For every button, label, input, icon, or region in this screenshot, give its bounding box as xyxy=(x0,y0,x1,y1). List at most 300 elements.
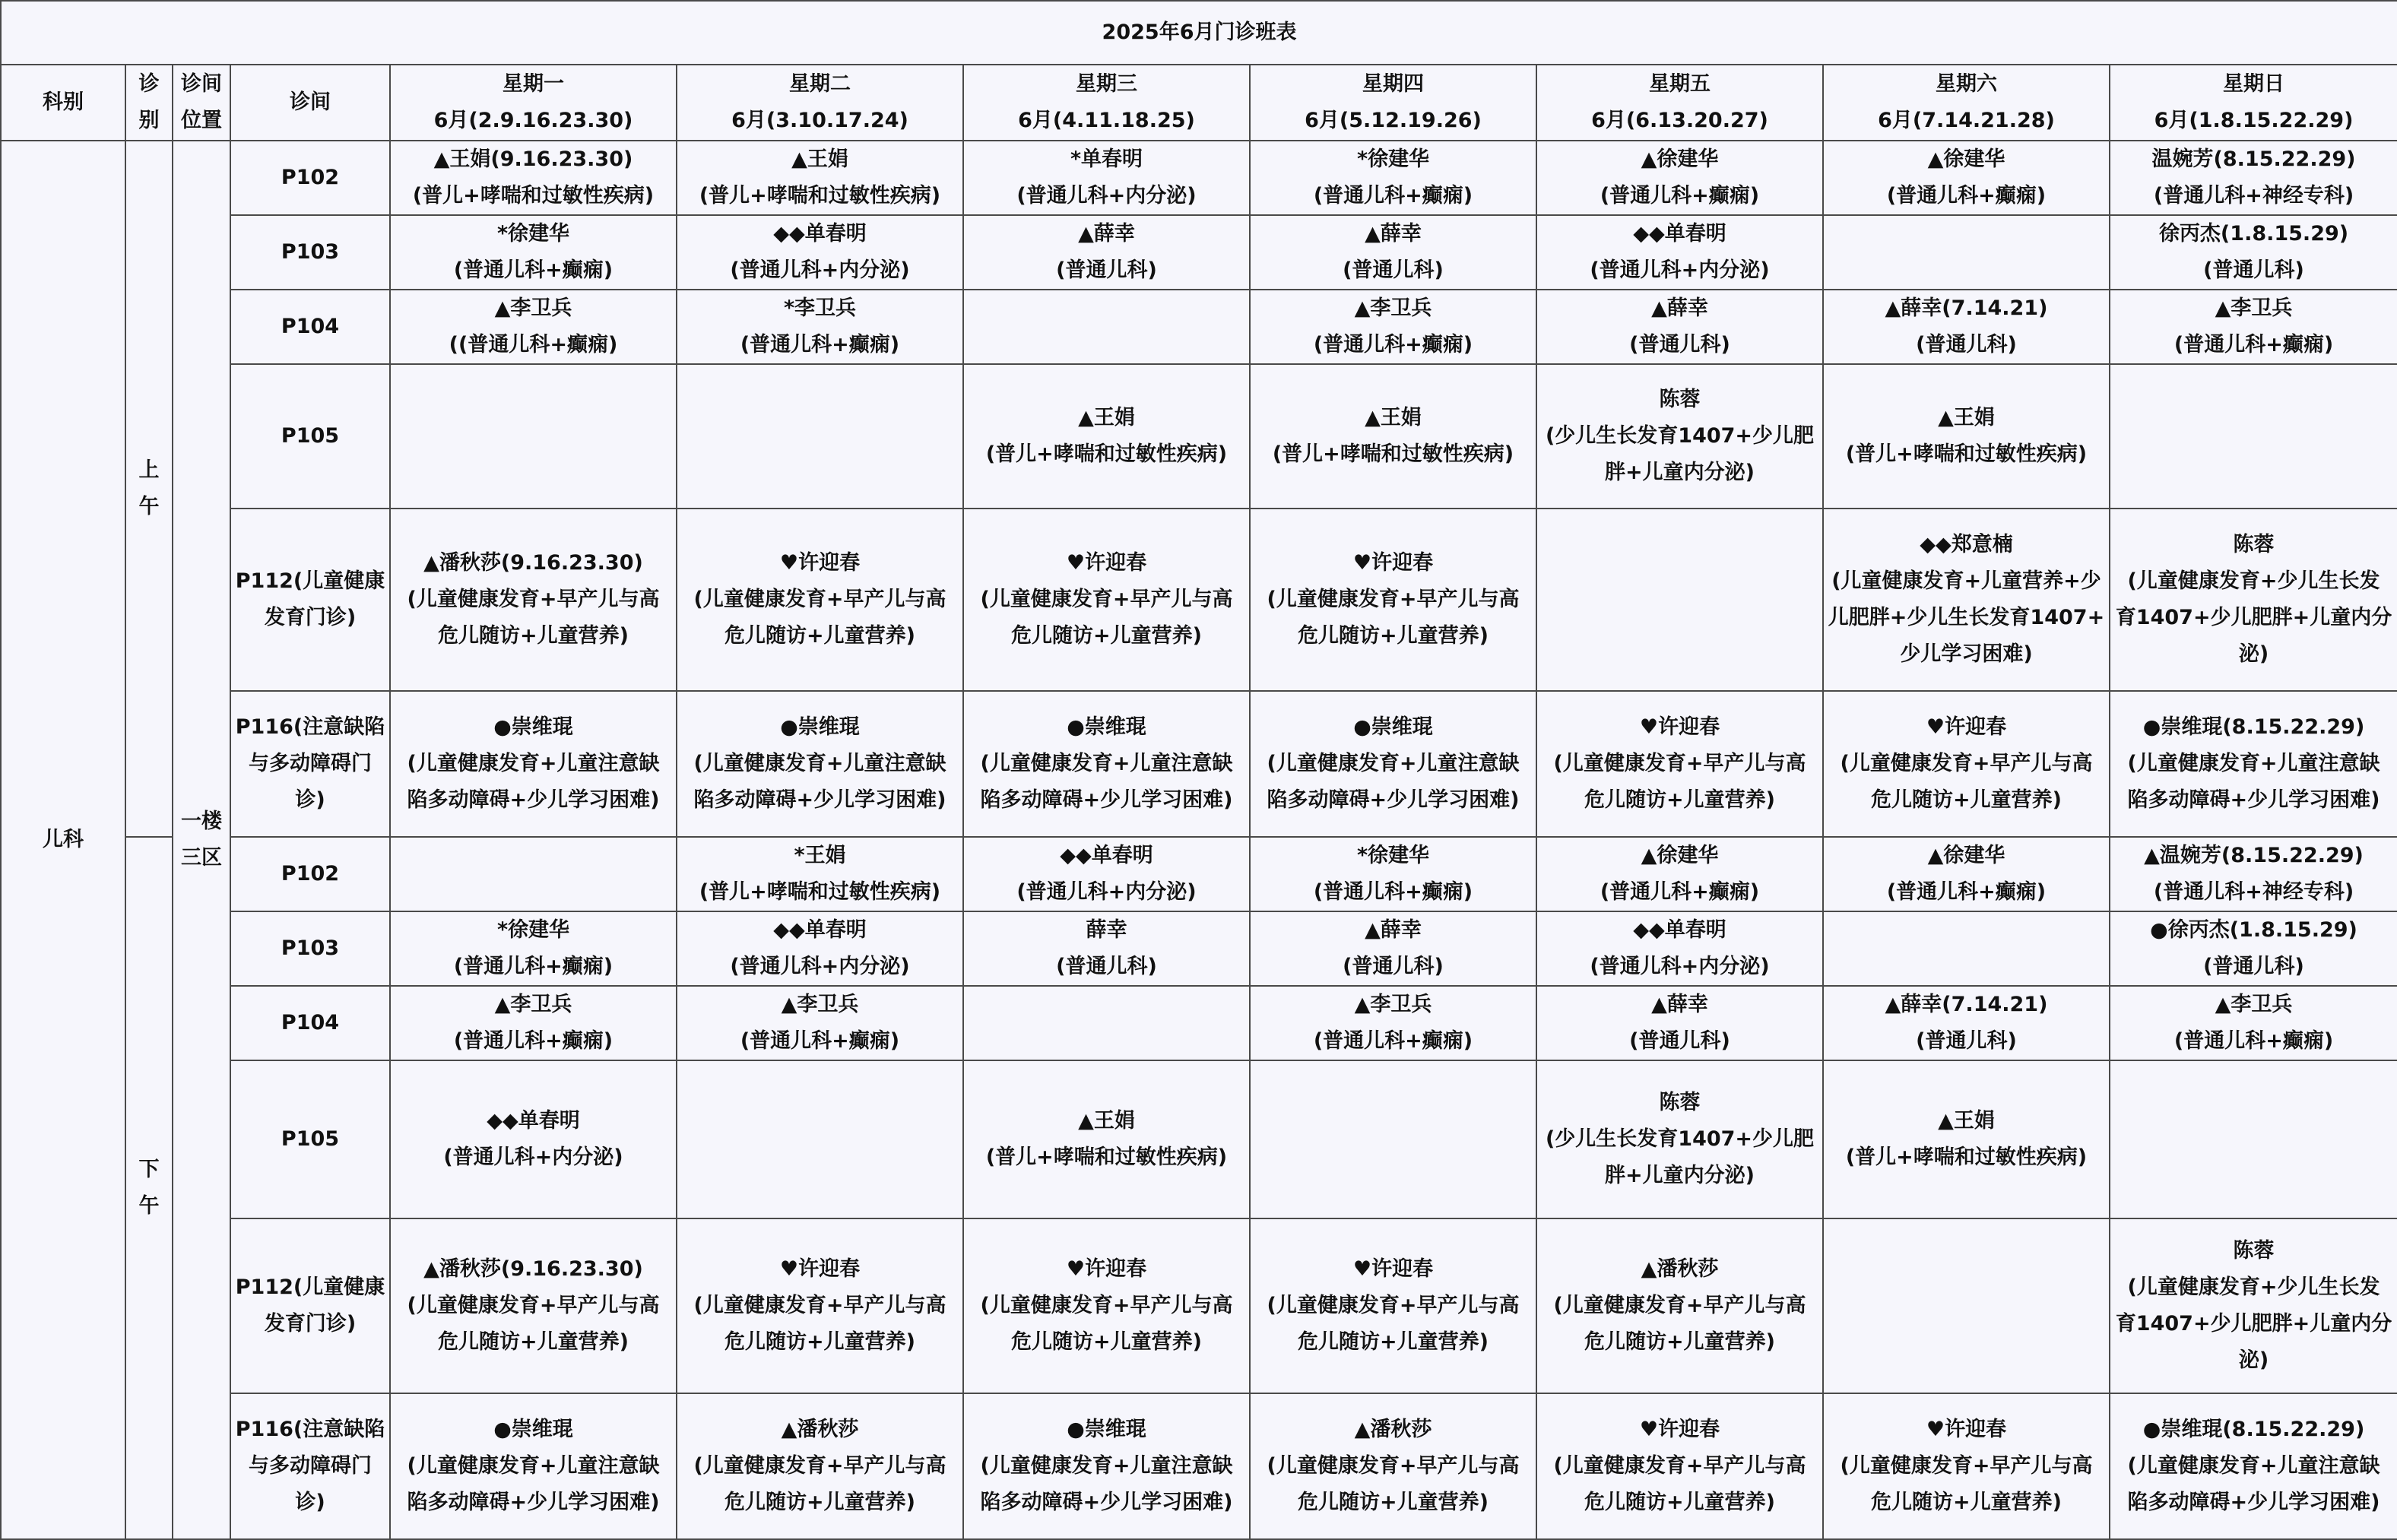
room-label: P104 xyxy=(281,1011,340,1035)
schedule-cell xyxy=(677,691,963,837)
specialty-text: (儿童健康发育+早产儿与高 xyxy=(1553,1454,1806,1478)
schedule-cell xyxy=(1536,986,1823,1060)
schedule-cell xyxy=(963,837,1250,911)
specialty-text: 陷多动障碍+少儿学习困难) xyxy=(407,1491,660,1514)
schedule-cell xyxy=(677,509,963,691)
doctor-name: ♥许迎春 xyxy=(1066,551,1147,575)
specialty-text: 危儿随访+儿童营养) xyxy=(1011,1330,1202,1354)
room-label: P104 xyxy=(281,315,340,338)
schedule-cell xyxy=(1823,364,2110,509)
doctor-name: ▲徐建华 xyxy=(1641,147,1719,171)
room-label: 与多动障碍门 xyxy=(249,752,372,775)
specialty-text: 陷多动障碍+少儿学习困难) xyxy=(2127,788,2380,812)
specialty-text: (儿童健康发育+儿童注意缺 xyxy=(2127,752,2380,775)
doctor-name: ●崇维琨 xyxy=(493,715,573,739)
schedule-row xyxy=(1,911,2397,986)
specialty-text: 陷多动障碍+少儿学习困难) xyxy=(2127,1491,2380,1514)
room-cell xyxy=(230,986,390,1060)
day-header-fri xyxy=(1536,65,1823,141)
schedule-cell xyxy=(963,1393,1250,1539)
specialty-text: (儿童健康发育+儿童注意缺 xyxy=(980,752,1233,775)
doctor-name: ▲薛幸(7.14.21) xyxy=(1885,296,2048,320)
schedule-cell xyxy=(2110,141,2397,215)
room-label: P103 xyxy=(281,240,340,264)
specialty-text: 危儿随访+儿童营养) xyxy=(1298,624,1489,648)
specialty-text: (普通儿科) xyxy=(1056,955,1157,978)
specialty-text: (普通儿科+癫痫) xyxy=(740,333,900,356)
doctor-name: ▲李卫兵 xyxy=(494,993,572,1016)
schedule-cell xyxy=(1250,1393,1536,1539)
specialty-text: (普通儿科+内分泌) xyxy=(730,955,910,978)
schedule-cell xyxy=(677,837,963,911)
specialty-text: 危儿随访+儿童营养) xyxy=(724,1491,915,1514)
specialty-text: (儿童健康发育+早产儿与高 xyxy=(980,588,1233,611)
specialty-text: (普通儿科+癫痫) xyxy=(1313,880,1473,904)
header-session-line: 别 xyxy=(138,109,160,132)
schedule-cell xyxy=(2110,911,2397,986)
schedule-row xyxy=(1,691,2397,837)
specialty-text: (普通儿科+癫痫) xyxy=(740,1029,900,1053)
doctor-name: ◆◆单春明 xyxy=(773,918,867,942)
schedule-cell xyxy=(1536,141,1823,215)
specialty-text: (儿童健康发育+儿童注意缺 xyxy=(407,752,660,775)
schedule-cell xyxy=(390,509,677,691)
schedule-cell xyxy=(963,691,1250,837)
specialty-text: (普通儿科+内分泌) xyxy=(1590,955,1770,978)
doctor-name: ▲潘秋莎 xyxy=(1354,1418,1432,1441)
doctor-name: ●崇维琨 xyxy=(1353,715,1433,739)
schedule-cell xyxy=(677,1060,963,1218)
header-department: 科别 xyxy=(1,65,125,141)
location-label: 三区 xyxy=(181,846,222,870)
schedule-title: 2025年6月门诊班表 xyxy=(1,1,2397,65)
room-label: 诊) xyxy=(295,788,325,812)
doctor-name: ▲徐建华 xyxy=(1927,844,2005,867)
specialty-text: ((普通儿科+癫痫) xyxy=(449,333,618,356)
specialty-text: (儿童健康发育+少儿生长发 xyxy=(2127,1275,2380,1299)
day-name: 星期四 xyxy=(1362,72,1424,96)
specialty-text: 育1407+少儿肥胖+儿童内分 xyxy=(2115,606,2392,629)
specialty-text: (普通儿科+神经专科) xyxy=(2153,880,2354,904)
schedule-cell xyxy=(1250,141,1536,215)
specialty-text: (儿童健康发育+儿童营养+少 xyxy=(1831,569,2101,593)
schedule-row xyxy=(1,509,2397,691)
schedule-cell xyxy=(963,290,1250,364)
specialty-text: (儿童健康发育+早产儿与高 xyxy=(1267,588,1520,611)
schedule-cell xyxy=(1250,509,1536,691)
specialty-text: 危儿随访+儿童营养) xyxy=(1871,788,2062,812)
doctor-name: ▲潘秋莎 xyxy=(1641,1257,1719,1281)
specialty-text: 陷多动障碍+少儿学习困难) xyxy=(407,788,660,812)
schedule-cell xyxy=(390,1218,677,1393)
schedule-cell xyxy=(963,911,1250,986)
specialty-text: (普儿+哮喘和过敏性疾病) xyxy=(699,184,941,208)
specialty-text: (普通儿科) xyxy=(1916,1029,2017,1053)
doctor-name: ▲王娟 xyxy=(1078,406,1135,429)
room-cell xyxy=(230,1393,390,1539)
schedule-cell xyxy=(1823,1060,2110,1218)
schedule-cell xyxy=(390,1393,677,1539)
doctor-name: ▲徐建华 xyxy=(1927,147,2005,171)
doctor-name: *王娟 xyxy=(794,844,846,867)
schedule-cell xyxy=(677,911,963,986)
schedule-cell xyxy=(1536,1393,1823,1539)
schedule-cell xyxy=(2110,509,2397,691)
doctor-name: 徐丙杰(1.8.15.29) xyxy=(2158,222,2349,246)
schedule-cell xyxy=(1536,1218,1823,1393)
room-label: 发育门诊) xyxy=(264,606,357,629)
specialty-text: (儿童健康发育+儿童注意缺 xyxy=(1267,752,1520,775)
specialty-text: (儿童健康发育+早产儿与高 xyxy=(1267,1454,1520,1478)
title-row xyxy=(1,1,2397,65)
header-location xyxy=(173,65,230,141)
schedule-cell xyxy=(677,141,963,215)
specialty-text: (普通儿科) xyxy=(2203,955,2304,978)
doctor-name: *单春明 xyxy=(1070,147,1143,171)
schedule-row xyxy=(1,837,2397,911)
specialty-text: (儿童健康发育+儿童注意缺 xyxy=(980,1454,1233,1478)
room-label: P116(注意缺陷 xyxy=(235,715,385,739)
day-dates: 6月(4.11.18.25) xyxy=(1018,109,1195,132)
schedule-cell xyxy=(963,986,1250,1060)
doctor-name: ♥许迎春 xyxy=(779,551,861,575)
doctor-name: *徐建华 xyxy=(1356,844,1430,867)
doctor-name: ●徐丙杰(1.8.15.29) xyxy=(2150,918,2357,942)
specialty-text: (少儿生长发育1407+少儿肥 xyxy=(1545,1127,1815,1151)
schedule-cell xyxy=(1536,1060,1823,1218)
day-header-sun xyxy=(2110,65,2397,141)
room-cell xyxy=(230,141,390,215)
schedule-cell xyxy=(1823,837,2110,911)
room-label: P102 xyxy=(281,862,340,886)
specialty-text: (儿童健康发育+早产儿与高 xyxy=(693,588,946,611)
room-cell xyxy=(230,691,390,837)
doctor-name: 陈蓉 xyxy=(1659,1091,1701,1114)
specialty-text: (普通儿科+癫痫) xyxy=(1600,184,1760,208)
doctor-name: ▲李卫兵 xyxy=(781,993,859,1016)
doctor-name: ▲温婉芳(8.15.22.29) xyxy=(2144,844,2364,867)
header-session-line: 诊 xyxy=(138,72,160,96)
doctor-name: ♥许迎春 xyxy=(1639,715,1720,739)
day-dates: 6月(1.8.15.22.29) xyxy=(2154,109,2354,132)
specialty-text: (普通儿科) xyxy=(1629,333,1730,356)
schedule-cell xyxy=(1250,364,1536,509)
doctor-name: ▲潘秋莎(9.16.23.30) xyxy=(423,551,643,575)
schedule-cell xyxy=(677,290,963,364)
schedule-cell xyxy=(1823,691,2110,837)
schedule-cell xyxy=(1823,986,2110,1060)
doctor-name: ♥许迎春 xyxy=(779,1257,861,1281)
department-cell: 儿科 xyxy=(1,141,125,1539)
specialty-text: (普通儿科+癫痫) xyxy=(1313,333,1473,356)
room-label: P112(儿童健康 xyxy=(235,1275,385,1299)
header-room: 诊间 xyxy=(230,65,390,141)
schedule-cell xyxy=(677,1393,963,1539)
schedule-cell xyxy=(1250,1060,1536,1218)
specialty-text: 危儿随访+儿童营养) xyxy=(438,1330,629,1354)
day-header-wed xyxy=(963,65,1250,141)
specialty-text: 少儿学习困难) xyxy=(1900,642,2033,666)
doctor-name: ♥许迎春 xyxy=(1352,1257,1434,1281)
specialty-text: (普通儿科) xyxy=(1916,333,2017,356)
specialty-text: (普通儿科) xyxy=(1056,258,1157,282)
schedule-cell xyxy=(390,837,677,911)
schedule-cell xyxy=(963,141,1250,215)
specialty-text: 危儿随访+儿童营养) xyxy=(1871,1491,2062,1514)
specialty-text: (普通儿科+癫痫) xyxy=(453,955,614,978)
schedule-cell xyxy=(1536,837,1823,911)
specialty-text: (普通儿科+神经专科) xyxy=(2153,184,2354,208)
room-label: P103 xyxy=(281,936,340,960)
specialty-text: 危儿随访+儿童营养) xyxy=(438,624,629,648)
specialty-text: 陷多动障碍+少儿学习困难) xyxy=(980,788,1233,812)
schedule-row xyxy=(1,1218,2397,1393)
doctor-name: ◆◆单春明 xyxy=(1060,844,1153,867)
specialty-text: 胖+儿童内分泌) xyxy=(1605,461,1755,484)
schedule-cell xyxy=(1823,911,2110,986)
room-cell xyxy=(230,509,390,691)
header-row xyxy=(1,65,2397,141)
schedule-cell xyxy=(1536,364,1823,509)
schedule-body xyxy=(1,141,2397,1539)
doctor-name: ▲薛幸 xyxy=(1365,918,1422,942)
day-name: 星期三 xyxy=(1076,72,1137,96)
specialty-text: (儿童健康发育+少儿生长发 xyxy=(2127,569,2380,593)
specialty-text: (普通儿科) xyxy=(1343,955,1444,978)
specialty-text: (儿童健康发育+早产儿与高 xyxy=(407,1294,660,1317)
doctor-name: ●崇维琨(8.15.22.29) xyxy=(2142,1418,2365,1441)
schedule-cell xyxy=(2110,290,2397,364)
specialty-text: (普通儿科+癫痫) xyxy=(1313,1029,1473,1053)
specialty-text: 危儿随访+儿童营养) xyxy=(1298,1330,1489,1354)
specialty-text: (普通儿科) xyxy=(1343,258,1444,282)
doctor-name: ▲李卫兵 xyxy=(1354,993,1432,1016)
room-label: 诊) xyxy=(295,1491,325,1514)
schedule-row xyxy=(1,986,2397,1060)
room-label: 与多动障碍门 xyxy=(249,1454,372,1478)
schedule-cell xyxy=(2110,837,2397,911)
doctor-name: *徐建华 xyxy=(1356,147,1430,171)
room-label: P116(注意缺陷 xyxy=(235,1418,385,1441)
schedule-cell xyxy=(677,364,963,509)
doctor-name: *李卫兵 xyxy=(783,296,857,320)
room-cell xyxy=(230,1060,390,1218)
specialty-text: 陷多动障碍+少儿学习困难) xyxy=(980,1491,1233,1514)
schedule-cell xyxy=(1250,691,1536,837)
doctor-name: ▲王娟 xyxy=(791,147,848,171)
doctor-name: 薛幸 xyxy=(1086,918,1127,942)
schedule-cell xyxy=(963,509,1250,691)
schedule-cell xyxy=(1823,509,2110,691)
schedule-cell xyxy=(963,364,1250,509)
specialty-text: (普通儿科+癫痫) xyxy=(453,258,614,282)
doctor-name: ◆◆单春明 xyxy=(773,222,867,246)
day-name: 星期二 xyxy=(789,72,851,96)
doctor-name: ◆◆单春明 xyxy=(1633,222,1726,246)
specialty-text: (普通儿科+癫痫) xyxy=(1886,184,2047,208)
doctor-name: ▲李卫兵 xyxy=(2215,993,2293,1016)
day-name: 星期六 xyxy=(1936,72,1997,96)
doctor-name: 温婉芳(8.15.22.29) xyxy=(2151,147,2356,171)
doctor-name: ◆◆单春明 xyxy=(1633,918,1726,942)
specialty-text: (儿童健康发育+早产儿与高 xyxy=(407,588,660,611)
schedule-cell xyxy=(390,364,677,509)
specialty-text: (普通儿科+癫痫) xyxy=(2173,1029,2334,1053)
room-label: P105 xyxy=(281,424,340,448)
specialty-text: 危儿随访+儿童营养) xyxy=(724,624,915,648)
schedule-cell xyxy=(390,986,677,1060)
day-header-mon xyxy=(390,65,677,141)
location-cell xyxy=(173,141,230,1539)
day-dates: 6月(2.9.16.23.30) xyxy=(433,109,633,132)
specialty-text: (普通儿科+内分泌) xyxy=(1016,880,1197,904)
specialty-text: (儿童健康发育+早产儿与高 xyxy=(980,1294,1233,1317)
day-dates: 6月(7.14.21.28) xyxy=(1878,109,2055,132)
specialty-text: 育1407+少儿肥胖+儿童内分 xyxy=(2115,1312,2392,1336)
room-cell xyxy=(230,290,390,364)
doctor-name: ▲王娟 xyxy=(1938,1109,1995,1133)
doctor-name: 陈蓉 xyxy=(1659,388,1701,411)
schedule-cell xyxy=(963,1218,1250,1393)
doctor-name: ▲李卫兵 xyxy=(1354,296,1432,320)
day-header-thu xyxy=(1250,65,1536,141)
schedule-cell xyxy=(1823,215,2110,290)
doctor-name: ♥许迎春 xyxy=(1066,1257,1147,1281)
doctor-name: ▲薛幸 xyxy=(1365,222,1422,246)
specialty-text: 陷多动障碍+少儿学习困难) xyxy=(693,788,946,812)
day-name: 星期日 xyxy=(2223,72,2285,96)
schedule-cell xyxy=(1250,837,1536,911)
schedule-cell xyxy=(390,691,677,837)
specialty-text: (儿童健康发育+早产儿与高 xyxy=(1553,752,1806,775)
doctor-name: ●崇维琨(8.15.22.29) xyxy=(2142,715,2365,739)
doctor-name: *徐建华 xyxy=(496,222,570,246)
location-label: 一楼 xyxy=(181,810,222,833)
schedule-cell xyxy=(1250,1218,1536,1393)
specialty-text: (普儿+哮喘和过敏性疾病) xyxy=(1845,442,2088,466)
doctor-name: ♥许迎春 xyxy=(1926,715,2007,739)
schedule-cell xyxy=(1536,509,1823,691)
specialty-text: (普通儿科+内分泌) xyxy=(443,1145,623,1169)
room-cell xyxy=(230,364,390,509)
schedule-row xyxy=(1,215,2397,290)
day-name: 星期一 xyxy=(503,72,564,96)
day-header-tue xyxy=(677,65,963,141)
specialty-text: (普通儿科+癫痫) xyxy=(1313,184,1473,208)
room-label: P102 xyxy=(281,166,340,189)
room-label: P105 xyxy=(281,1127,340,1151)
doctor-name: ▲薛幸 xyxy=(1078,222,1135,246)
specialty-text: 危儿随访+儿童营养) xyxy=(724,1330,915,1354)
schedule-cell xyxy=(1823,1218,2110,1393)
schedule-cell xyxy=(2110,1060,2397,1218)
specialty-text: (普儿+哮喘和过敏性疾病) xyxy=(1845,1145,2088,1169)
schedule-cell xyxy=(677,1218,963,1393)
session-label: 午 xyxy=(138,1194,160,1218)
room-cell xyxy=(230,215,390,290)
schedule-row xyxy=(1,290,2397,364)
doctor-name: ▲潘秋莎(9.16.23.30) xyxy=(423,1257,643,1281)
schedule-row xyxy=(1,141,2397,215)
specialty-text: 危儿随访+儿童营养) xyxy=(1584,1491,1775,1514)
specialty-text: (儿童健康发育+早产儿与高 xyxy=(1840,752,2093,775)
schedule-cell xyxy=(1823,141,2110,215)
doctor-name: ▲王娟 xyxy=(1078,1109,1135,1133)
specialty-text: 危儿随访+儿童营养) xyxy=(1584,1330,1775,1354)
room-cell xyxy=(230,837,390,911)
doctor-name: ▲薛幸 xyxy=(1651,296,1708,320)
doctor-name: ▲薛幸 xyxy=(1651,993,1708,1016)
schedule-row xyxy=(1,1060,2397,1218)
doctor-name: ▲王娟 xyxy=(1938,406,1995,429)
specialty-text: 危儿随访+儿童营养) xyxy=(1011,624,1202,648)
schedule-cell xyxy=(1250,215,1536,290)
specialty-text: 胖+儿童内分泌) xyxy=(1605,1164,1755,1187)
room-label: P112(儿童健康 xyxy=(235,569,385,593)
specialty-text: (儿童健康发育+早产儿与高 xyxy=(1840,1454,2093,1478)
doctor-name: 陈蓉 xyxy=(2233,533,2275,556)
doctor-name: ▲李卫兵 xyxy=(494,296,572,320)
doctor-name: ♥许迎春 xyxy=(1639,1418,1720,1441)
session-cell xyxy=(125,141,173,837)
specialty-text: (儿童健康发育+儿童注意缺 xyxy=(407,1454,660,1478)
specialty-text: (普通儿科) xyxy=(2203,258,2304,282)
day-name: 星期五 xyxy=(1649,72,1711,96)
session-label: 上 xyxy=(138,458,160,482)
schedule-cell xyxy=(1536,691,1823,837)
header-session xyxy=(125,65,173,141)
doctor-name: ▲薛幸(7.14.21) xyxy=(1885,993,2048,1016)
specialty-text: (儿童健康发育+早产儿与高 xyxy=(693,1294,946,1317)
room-cell xyxy=(230,911,390,986)
specialty-text: (普儿+哮喘和过敏性疾病) xyxy=(985,442,1228,466)
doctor-name: ▲王娟 xyxy=(1365,406,1422,429)
header-location-line: 诊间 xyxy=(181,72,222,96)
specialty-text: (普通儿科) xyxy=(1629,1029,1730,1053)
specialty-text: (普儿+哮喘和过敏性疾病) xyxy=(1272,442,1514,466)
doctor-name: ●崇维琨 xyxy=(1067,715,1146,739)
schedule-cell xyxy=(1536,215,1823,290)
specialty-text: (少儿生长发育1407+少儿肥 xyxy=(1545,424,1815,448)
schedule-cell xyxy=(390,1060,677,1218)
schedule-cell xyxy=(1823,1393,2110,1539)
schedule-cell xyxy=(2110,1393,2397,1539)
session-label: 午 xyxy=(138,495,160,518)
day-dates: 6月(5.12.19.26) xyxy=(1305,109,1482,132)
schedule-cell xyxy=(390,290,677,364)
specialty-text: (普通儿科+癫痫) xyxy=(2173,333,2334,356)
session-label: 下 xyxy=(138,1158,160,1181)
specialty-text: (普通儿科+癫痫) xyxy=(453,1029,614,1053)
schedule-cell xyxy=(1250,911,1536,986)
specialty-text: 陷多动障碍+少儿学习困难) xyxy=(1267,788,1520,812)
specialty-text: 泌) xyxy=(2238,642,2269,666)
schedule-cell xyxy=(2110,986,2397,1060)
specialty-text: (普儿+哮喘和过敏性疾病) xyxy=(985,1145,1228,1169)
doctor-name: ◆◆单春明 xyxy=(487,1109,580,1133)
schedule-cell xyxy=(1823,290,2110,364)
doctor-name: ♥许迎春 xyxy=(1352,551,1434,575)
schedule-cell xyxy=(2110,364,2397,509)
specialty-text: (普儿+哮喘和过敏性疾病) xyxy=(699,880,941,904)
day-dates: 6月(6.13.20.27) xyxy=(1591,109,1768,132)
schedule-cell xyxy=(963,215,1250,290)
doctor-name: ◆◆郑意楠 xyxy=(1920,533,2013,556)
schedule-cell xyxy=(390,141,677,215)
schedule-cell xyxy=(1250,290,1536,364)
header-location-line: 位置 xyxy=(181,109,222,132)
schedule-row xyxy=(1,1393,2397,1539)
